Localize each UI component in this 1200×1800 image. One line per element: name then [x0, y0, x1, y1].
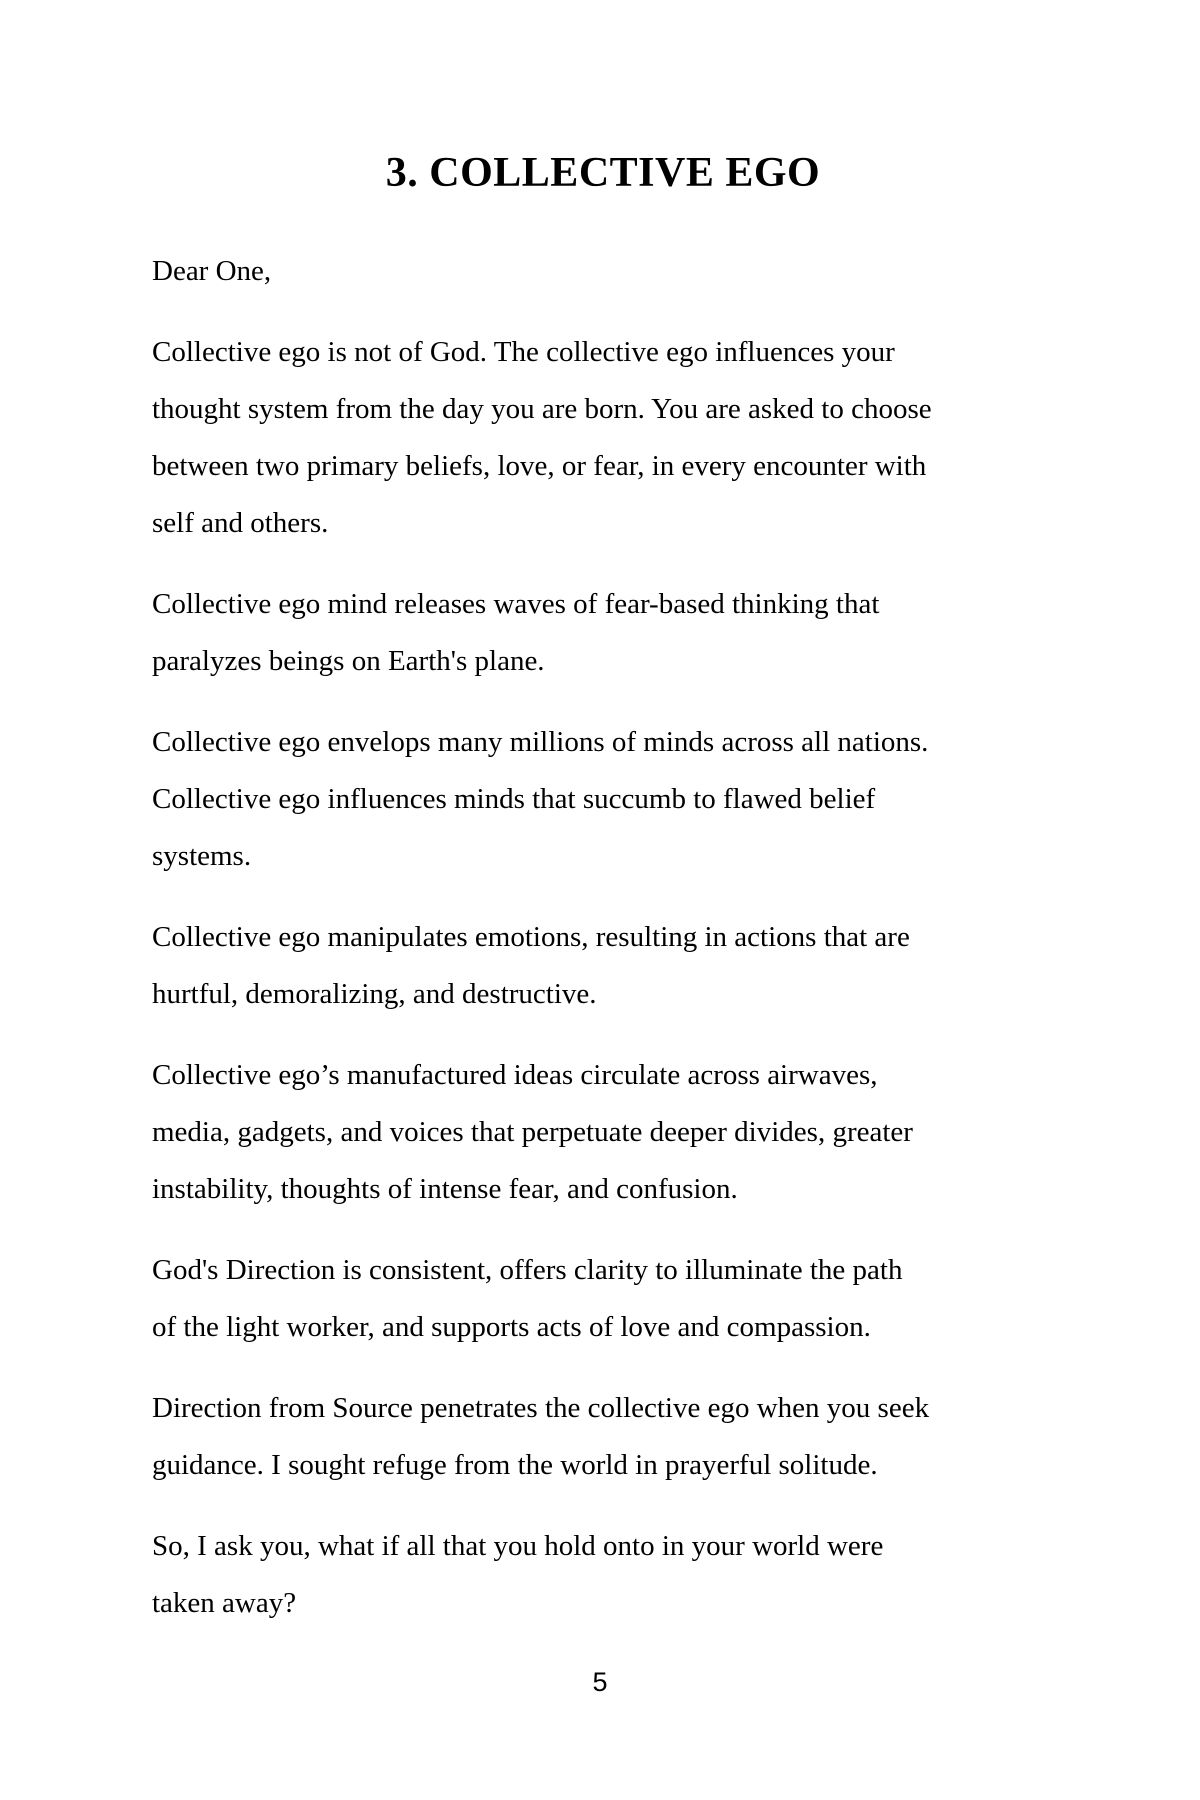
paragraph-line: of the light worker, and supports acts of love and compassion.	[152, 1311, 871, 1343]
paragraph	[152, 1518, 1200, 1632]
paragraph-line: hurtful, demoralizing, and destructive.	[152, 978, 597, 1010]
paragraph-line: media, gadgets, and voices that perpetuate deeper divides, greater	[152, 1116, 913, 1148]
paragraph	[152, 714, 1200, 885]
paragraph-line: thought system from the day you are born. You are asked to choose	[152, 393, 932, 425]
paragraph-line: between two primary beliefs, love, or fear, in every encounter with	[152, 450, 927, 482]
paragraph-line: instability, thoughts of intense fear, and confusion.	[152, 1173, 738, 1205]
salutation	[152, 243, 1200, 300]
paragraph	[152, 576, 1200, 690]
paragraph-line: So, I ask you, what if all that you hold onto in your world were	[152, 1530, 884, 1562]
paragraph-line: Collective ego influences minds that succumb to flawed belief	[152, 783, 876, 815]
paragraph	[152, 324, 1200, 552]
paragraph-line: Collective ego is not of God. The collective ego influences your	[152, 336, 895, 368]
paragraph	[152, 1380, 1200, 1494]
chapter-title: 3. COLLECTIVE EGO	[385, 150, 821, 196]
paragraph-line: Collective ego manipulates emotions, resulting in actions that are	[152, 921, 910, 953]
salutation-text: Dear One,	[152, 255, 272, 287]
paragraph	[152, 909, 1200, 1023]
paragraph	[152, 1242, 1200, 1356]
paragraph-line: paralyzes beings on Earth's plane.	[152, 645, 545, 677]
paragraph-line: self and others.	[152, 507, 329, 539]
paragraph-line: systems.	[152, 840, 252, 872]
paragraph	[152, 1047, 1200, 1218]
paragraph-line: Collective ego mind releases waves of fear-based thinking that	[152, 588, 880, 620]
paragraph-line: taken away?	[152, 1587, 297, 1619]
paragraph-line: guidance. I sought refuge from the world in prayerful solitude.	[152, 1449, 878, 1481]
paragraph-line: Direction from Source penetrates the collective ego when you seek	[152, 1392, 930, 1424]
paragraph-line: Collective ego’s manufactured ideas circulate across airwaves,	[152, 1059, 878, 1091]
page-number: 5	[592, 1667, 608, 1697]
paragraph-line: Collective ego envelops many millions of minds across all nations.	[152, 726, 929, 758]
paragraph-line: God's Direction is consistent, offers clarity to illuminate the path	[152, 1254, 903, 1286]
